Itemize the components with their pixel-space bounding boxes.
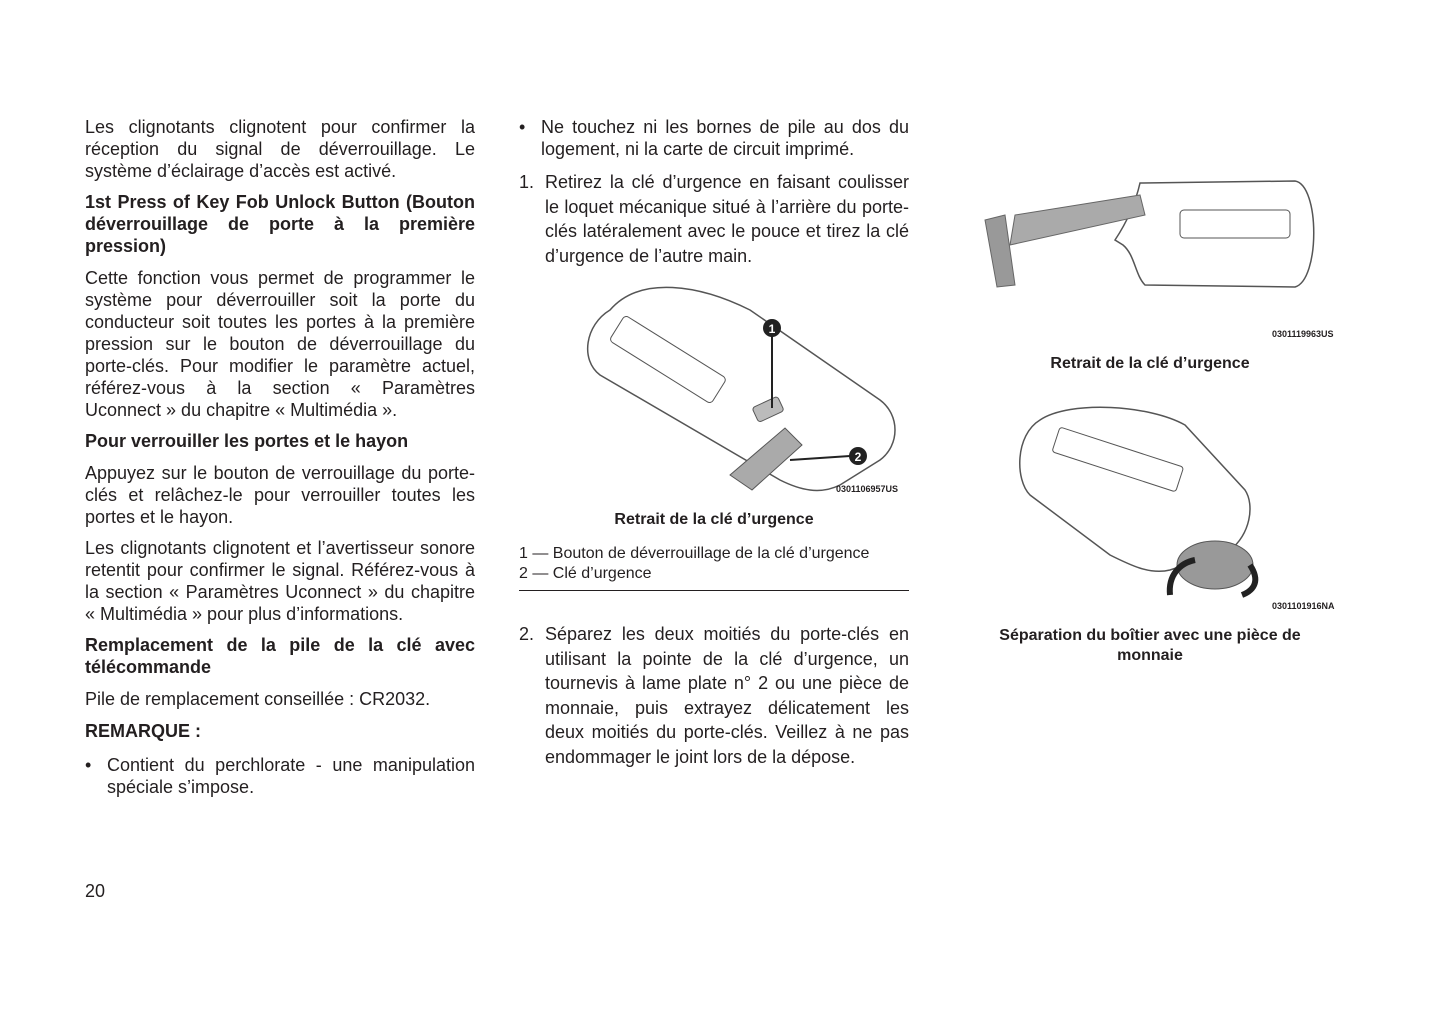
legend-item-2: 2 — Clé d’urgence xyxy=(519,565,652,582)
callout-1: 1 xyxy=(768,322,776,336)
bullet-mark: • xyxy=(85,755,92,775)
legend-item-1: 1 — Bouton de déverrouillage de la clé d’urgence xyxy=(519,545,870,562)
step-number: 2. xyxy=(519,624,535,644)
paragraph: Appuyez sur le bouton de verrouillage du porte-clés et relâchez-le pour verrouiller toutes les portes et le hayon. xyxy=(85,463,475,527)
bullet-item xyxy=(519,116,909,160)
battery-coin-illustration xyxy=(1010,405,1270,605)
bullet-text: Ne touchez ni les bornes de pile au dos du logement, ni la carte de circuit imprimé. xyxy=(541,117,909,159)
figure-caption: Séparation du boîtier avec une pièce de monnaie xyxy=(999,627,1301,664)
step-2 xyxy=(519,622,909,769)
figure-legend xyxy=(519,544,869,584)
bullet-text: Contient du perchlorate - une manipulation spéciale s’impose. xyxy=(107,755,475,797)
figure-caption: Retrait de la clé d’urgence xyxy=(1050,355,1250,372)
figure-code: 0301101916NA xyxy=(1272,601,1335,611)
bullet-mark: • xyxy=(519,117,526,137)
paragraph: Cette fonction vous permet de programmer le système pour déverrouiller soit la porte du conducteur soit toutes les portes à la première pression sur le bouton de déverrouillage du porte-clés. Pour modifier le paramètre actuel, référez-vous à la section « Paramètres Uconnect » du chapitre « Multimédia ». xyxy=(85,268,475,420)
bullet-item xyxy=(85,754,475,798)
section-heading: 1st Press of Key Fob Unlock Button (Bouton déverrouillage de porte à la première pression) xyxy=(85,192,475,256)
figure-code: 0301119963US xyxy=(1272,329,1334,339)
step-number: 1. xyxy=(519,172,535,192)
page-number: 20 xyxy=(85,881,106,901)
section-heading: Remplacement de la pile de la clé avec télécommande xyxy=(85,635,475,677)
figure-code: 0301106957US xyxy=(836,484,899,494)
step-text: Retirez la clé d’urgence en faisant coulisser le loquet mécanique situé à l’arrière du porte-clés latéralement avec le pouce et tirez la clé d’urgence de l’autre main. xyxy=(545,172,909,266)
note-heading: REMARQUE : xyxy=(85,721,201,741)
step-text: Séparez les deux moitiés du porte-clés en utilisant la pointe de la clé d’urgence, un tournevis à lame plate n° 2 ou une pièce de monnaie, puis extrayez délicatement les deux moitiés du porte-clés. Veillez à ne pas endommager le joint lors de la dépose. xyxy=(545,624,909,767)
section-heading: Pour verrouiller les portes et le hayon xyxy=(85,431,409,451)
figure-caption: Retrait de la clé d’urgence xyxy=(614,511,814,528)
key-fob-illustration xyxy=(580,280,920,500)
paragraph: Les clignotants clignotent et l’avertisseur sonore retentit pour confirmer le signal. Référez-vous à la section « Paramètres Uconnect » du chapitre « Multimédia » pour plus d’informations. xyxy=(85,538,475,624)
paragraph: Pile de remplacement conseillée : CR2032. xyxy=(85,689,431,709)
divider xyxy=(519,590,909,591)
step-1 xyxy=(519,170,909,268)
emergency-key-illustration xyxy=(975,175,1325,295)
paragraph: Les clignotants clignotent pour confirmer la réception du signal de déverrouillage. Le système d’éclairage d’accès est activé. xyxy=(85,117,475,181)
callout-2: 2 xyxy=(854,450,862,464)
